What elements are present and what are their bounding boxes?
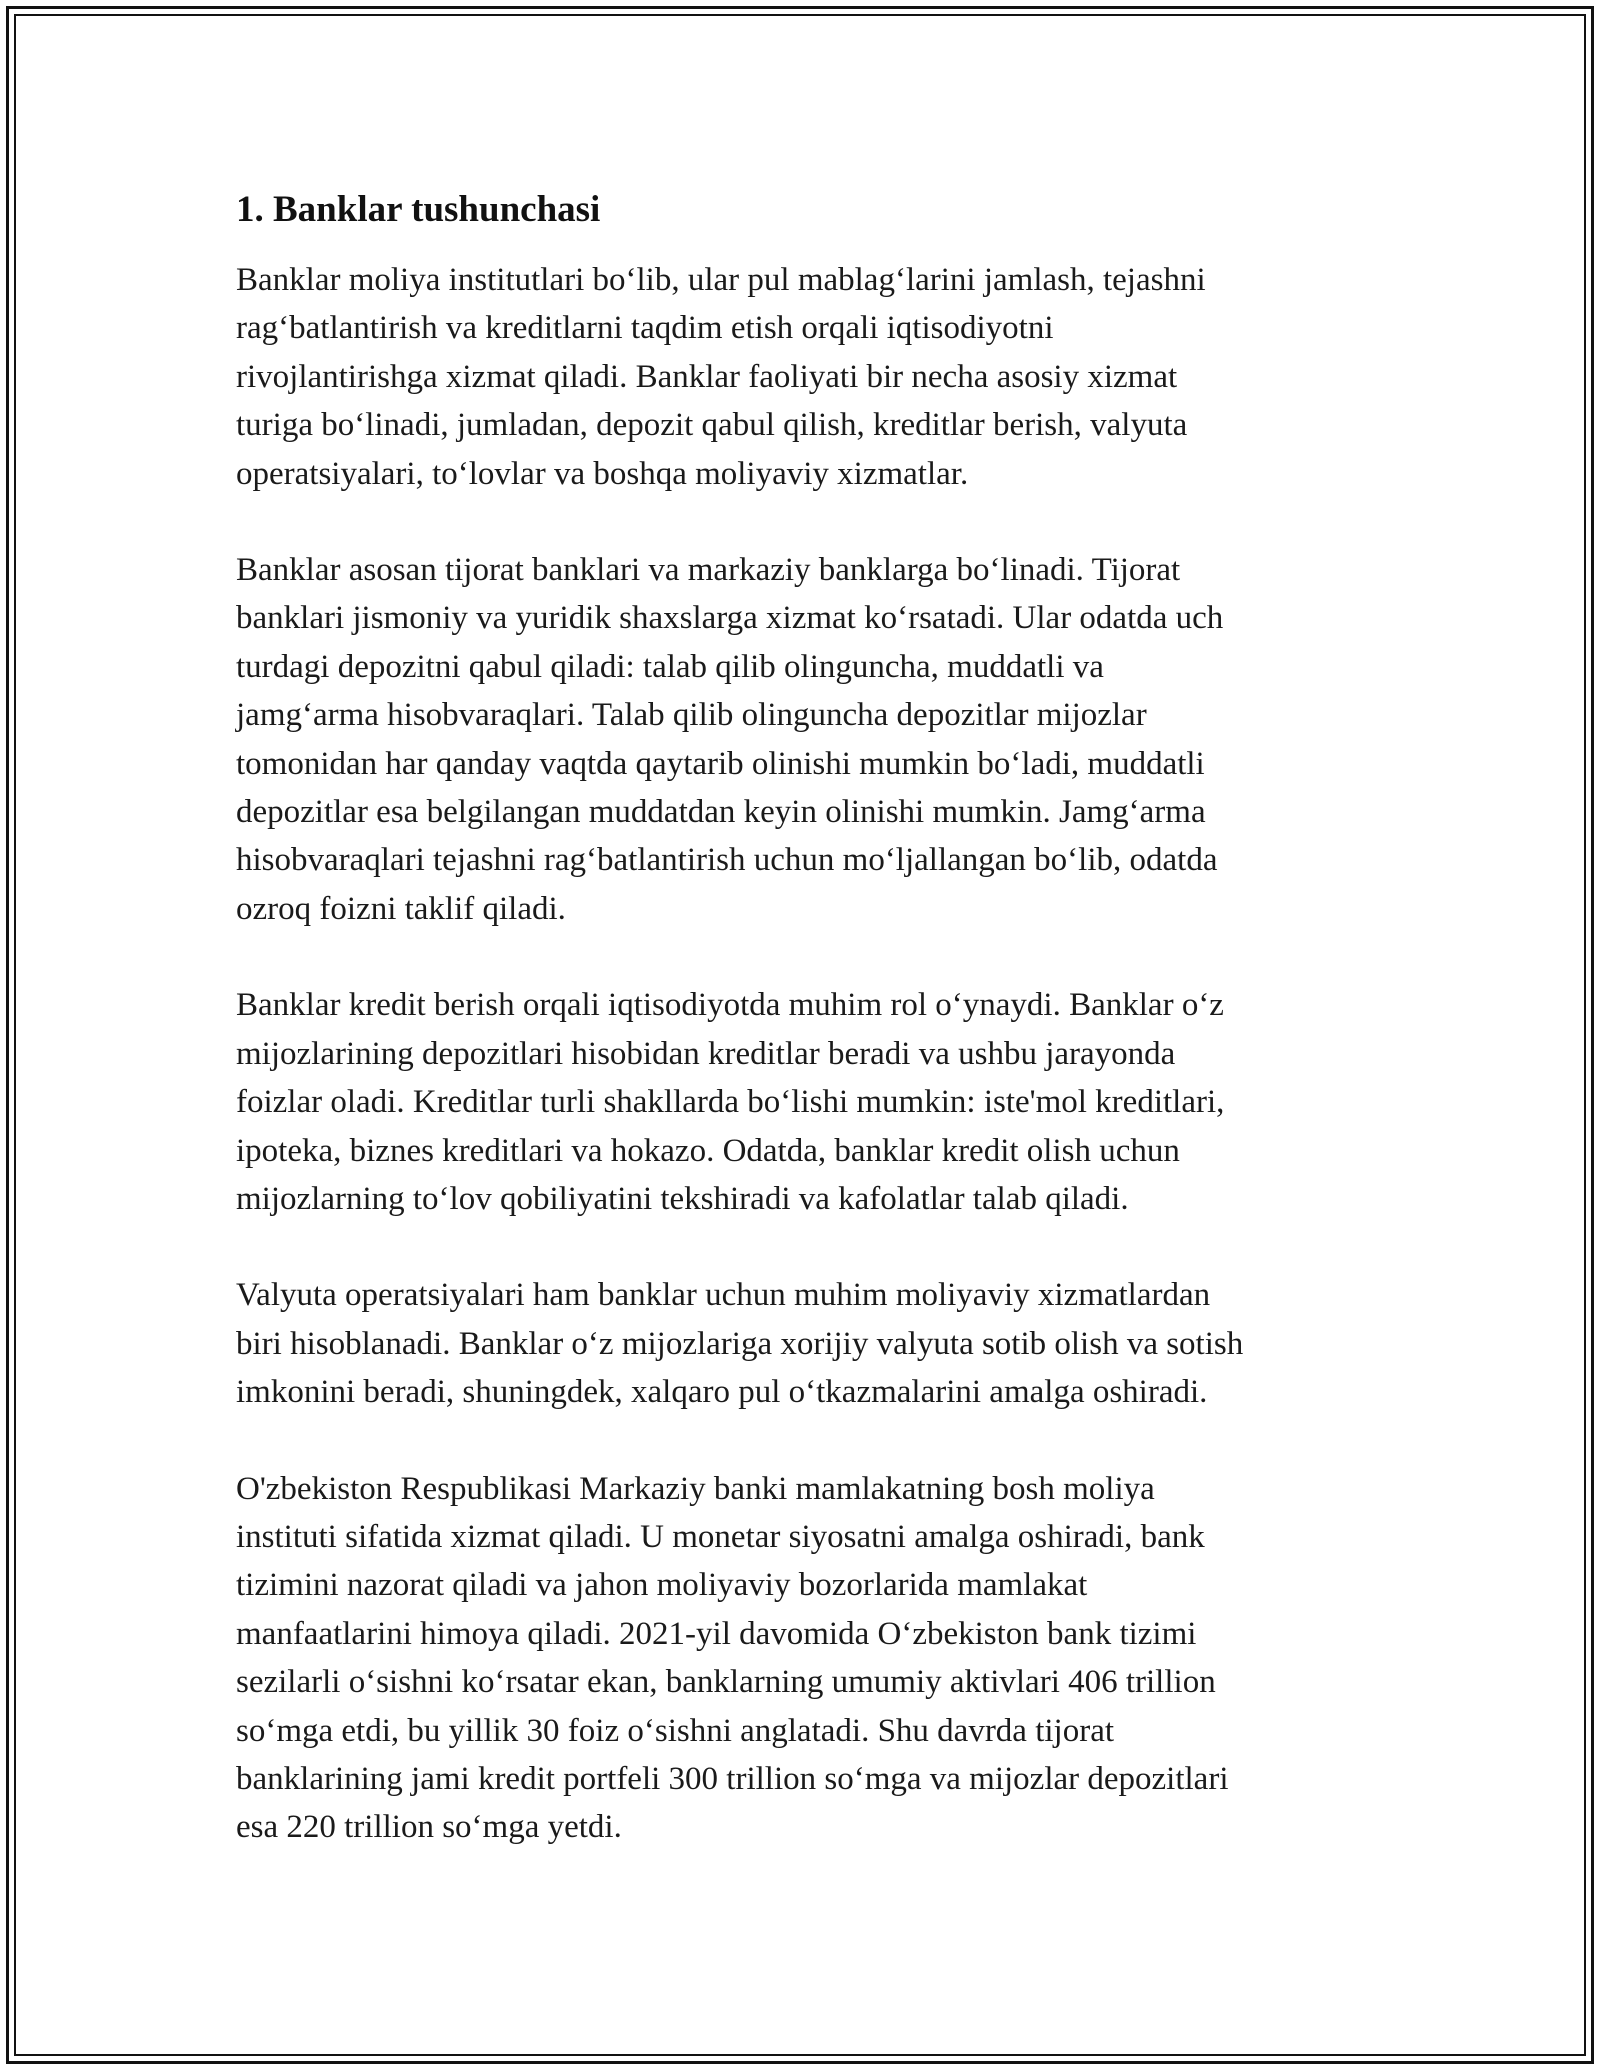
paragraph-central-bank bbox=[236, 1465, 1366, 1852]
text-line: instituti sifatida xizmat qiladi. U monetar siyosatni amalga oshiradi, bank bbox=[236, 1518, 1205, 1555]
paragraph-credit bbox=[236, 981, 1366, 1223]
text-line: mijozlarning to‘lov qobiliyatini tekshiradi va kafolatlar talab qiladi. bbox=[236, 1180, 1129, 1217]
text-line: esa 220 trillion so‘mga yetdi. bbox=[236, 1809, 622, 1846]
text-line: O'zbekiston Respublikasi Markaziy banki mamlakatning bosh moliya bbox=[236, 1470, 1155, 1507]
text-line: ipoteka, biznes kreditlari va hokazo. Odatda, banklar kredit olish uchun bbox=[236, 1132, 1180, 1169]
text-line: tomonidan har qanday vaqtda qaytarib olinishi mumkin bo‘ladi, muddatli bbox=[236, 745, 1205, 782]
text-line: banklarining jami kredit portfeli 300 trillion so‘mga va mijozlar depozitlari bbox=[236, 1760, 1229, 1797]
text-line: hisobvaraqlari tejashni rag‘batlantirish uchun mo‘ljallangan bo‘lib, odatda bbox=[236, 842, 1218, 879]
text-line: Valyuta operatsiyalari ham banklar uchun muhim moliyaviy xizmatlardan bbox=[236, 1277, 1211, 1314]
text-line: turiga bo‘linadi, jumladan, depozit qabul qilish, kreditlar berish, valyuta bbox=[236, 407, 1188, 444]
text-line: banklari jismoniy va yuridik shaxslarga xizmat ko‘rsatadi. Ular odatda uch bbox=[236, 600, 1224, 637]
text-line: manfaatlarini himoya qiladi. 2021-yil davomida O‘zbekiston bank tizimi bbox=[236, 1615, 1197, 1652]
text-line: Banklar moliya institutlari bo‘lib, ular pul mablag‘larini jamlash, tejashni bbox=[236, 262, 1206, 298]
text-line: sezilarli o‘sishni ko‘rsatar ekan, banklarning umumiy aktivlari 406 trillion bbox=[236, 1664, 1216, 1701]
text-line: mijozlarining depozitlari hisobidan kreditlar beradi va ushbu jarayonda bbox=[236, 1035, 1176, 1072]
paragraph-bank-types bbox=[236, 546, 1366, 933]
text-line: jamg‘arma hisobvaraqlari. Talab qilib olinguncha depozitlar mijozlar bbox=[236, 697, 1147, 734]
section-heading: 1. Banklar tushunchasi bbox=[236, 189, 601, 230]
text-line: biri hisoblanadi. Banklar o‘z mijozlariga xorijiy valyuta sotib olish va sotish bbox=[236, 1325, 1244, 1362]
text-line: depozitlar esa belgilangan muddatdan keyin olinishi mumkin. Jamg‘arma bbox=[236, 794, 1206, 831]
paragraph-currency-operations bbox=[236, 1271, 1366, 1416]
text-line: Banklar asosan tijorat banklari va markaziy banklarga bo‘linadi. Tijorat bbox=[236, 552, 1181, 589]
paragraph-banks-definition bbox=[236, 256, 1366, 498]
text-line: foizlar oladi. Kreditlar turli shakllarda bo‘lishi mumkin: iste'mol kreditlari, bbox=[236, 1084, 1225, 1121]
text-line: ozroq foizni taklif qiladi. bbox=[236, 890, 566, 927]
text-line: operatsiyalari, to‘lovlar va boshqa moliyaviy xizmatlar. bbox=[236, 455, 969, 492]
text-line: rag‘batlantirish va kreditlarni taqdim etish orqali iqtisodiyotni bbox=[236, 310, 1054, 347]
text-line: so‘mga etdi, bu yillik 30 foiz o‘sishni anglatadi. Shu davrda tijorat bbox=[236, 1712, 1115, 1749]
text-line: rivojlantirishga xizmat qiladi. Banklar faoliyati bir necha asosiy xizmat bbox=[236, 358, 1178, 395]
text-line: tizimini nazorat qiladi va jahon moliyaviy bozorlarida mamlakat bbox=[236, 1567, 1088, 1604]
text-line: imkonini beradi, shuningdek, xalqaro pul o‘tkazmalarini amalga oshiradi. bbox=[236, 1374, 1208, 1411]
text-line: turdagi depozitni qabul qiladi: talab qilib olinguncha, muddatli va bbox=[236, 648, 1104, 685]
text-line: Banklar kredit berish orqali iqtisodiyotda muhim rol o‘ynaydi. Banklar o‘z bbox=[236, 987, 1224, 1024]
document-body bbox=[236, 186, 1366, 1900]
